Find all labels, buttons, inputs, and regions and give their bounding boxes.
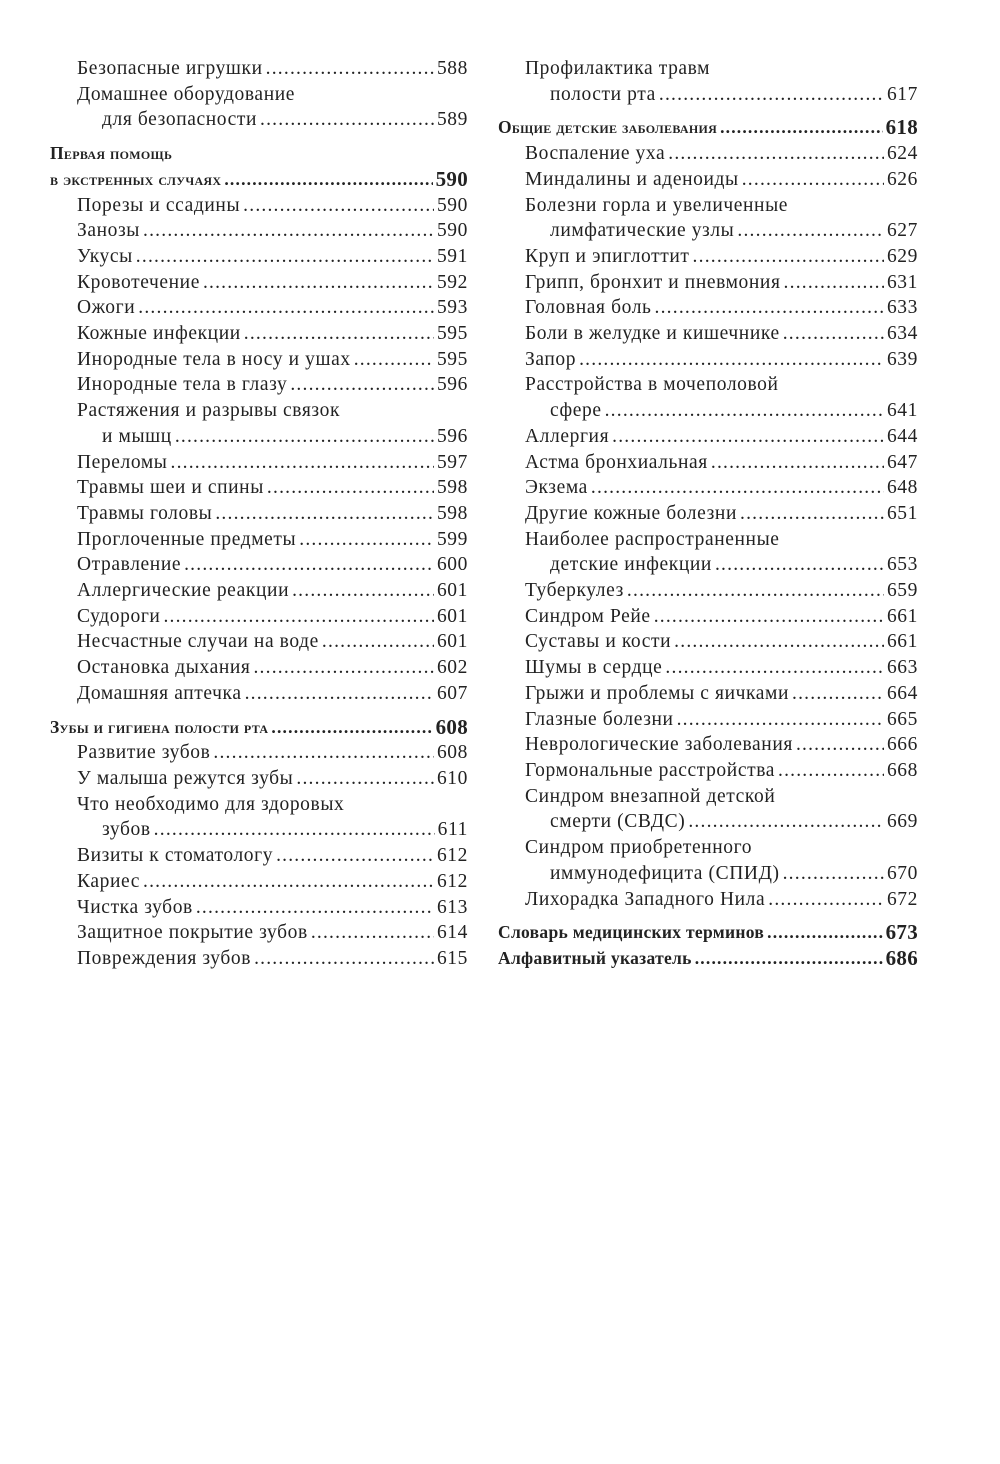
entry-title-line: Расстройства в мочеполовой [525, 374, 779, 396]
toc-list [50, 843, 468, 972]
entry-page: 612 [436, 870, 468, 892]
entry-page: 600 [436, 554, 468, 576]
dot-leader [655, 295, 884, 321]
toc-list [498, 887, 918, 913]
toc-left-column [50, 56, 468, 972]
entry-page: 612 [436, 845, 468, 867]
dot-leader [243, 193, 434, 219]
toc-entry[interactable] [498, 629, 918, 655]
entry-page: 617 [886, 83, 918, 105]
dot-leader [175, 424, 434, 450]
entry-page: 601 [436, 580, 468, 602]
entry-page: 644 [886, 425, 918, 447]
entry-page: 670 [886, 862, 918, 884]
entry-title: У малыша режутся зубы [77, 767, 294, 789]
entry-title: для безопасности [102, 109, 258, 131]
entry-page: 596 [436, 374, 468, 396]
dot-leader [695, 946, 883, 972]
dot-leader [271, 715, 432, 741]
entry-page: 595 [436, 348, 468, 370]
toc-entry[interactable] [498, 424, 918, 450]
dot-leader [783, 861, 884, 887]
dot-leader [171, 450, 434, 476]
entry-title: и мышц [102, 425, 172, 447]
entry-page: 661 [886, 631, 918, 653]
entry-page: 590 [436, 194, 468, 216]
dot-leader [688, 809, 884, 835]
toc-entry[interactable] [50, 270, 468, 296]
entry-page: 596 [436, 425, 468, 447]
toc-entry[interactable] [498, 167, 918, 193]
entry-page: 648 [886, 477, 918, 499]
entry-title: Развитие зубов [77, 742, 211, 764]
entry-page: 664 [886, 682, 918, 704]
entry-title-line: Что необходимо для здоровых [77, 793, 345, 815]
dot-leader [591, 475, 884, 501]
dot-leader [605, 398, 884, 424]
dot-leader [260, 107, 434, 133]
entry-title: Безопасные игрушки [77, 58, 263, 79]
entry-page: 633 [886, 297, 918, 319]
toc-entry[interactable] [50, 766, 468, 792]
dot-leader [213, 740, 434, 766]
dot-leader [740, 501, 884, 527]
entry-title: Повреждения зубов [77, 947, 252, 969]
entry-title: Шумы в сердце [525, 657, 663, 679]
toc-entry[interactable] [50, 552, 468, 578]
entry-title: Экзема [525, 477, 588, 499]
toc-entry[interactable] [50, 740, 468, 766]
entry-title: Круп и эпиглоттит [525, 245, 690, 267]
entry-title: Грыжи и проблемы с яичками [525, 682, 790, 704]
dot-leader [184, 552, 434, 578]
toc-entry[interactable] [498, 707, 918, 733]
entry-title: Защитное покрытие зубов [77, 922, 308, 944]
toc-entry[interactable] [50, 946, 468, 972]
dot-leader [253, 655, 433, 681]
entry-title: Кариес [77, 870, 140, 892]
entry-title: детские инфекции [550, 554, 712, 576]
dot-leader [299, 527, 434, 553]
entry-title: Синдром Рейе [525, 605, 651, 627]
dot-leader [163, 604, 433, 630]
dot-leader [138, 295, 434, 321]
dot-leader [627, 578, 884, 604]
section-page: 608 [435, 714, 468, 739]
entry-page: 647 [886, 451, 918, 473]
entry-page: 591 [436, 245, 468, 267]
entry-page: 602 [436, 657, 468, 679]
toc-entry[interactable] [50, 218, 468, 244]
entry-title: Туберкулез [525, 580, 624, 602]
entry-title: зубов [102, 819, 151, 841]
entry-title: полости рта [550, 83, 656, 105]
entry-title-line: Наиболее распространенные [525, 528, 780, 550]
entry-title: иммунодефицита (СПИД) [550, 862, 780, 884]
toc-entry[interactable] [498, 295, 918, 321]
entry-page: 598 [436, 477, 468, 499]
entry-title: Травмы головы [77, 502, 213, 524]
dot-leader [767, 920, 882, 946]
entry-page: 665 [886, 708, 918, 730]
dot-leader [659, 82, 884, 108]
entry-title-line: Домашнее оборудование [77, 83, 296, 105]
dot-leader [136, 244, 434, 270]
toc-entry[interactable] [498, 758, 918, 784]
dot-leader [768, 887, 884, 913]
dot-leader [203, 270, 434, 296]
entry-page: 668 [886, 759, 918, 781]
toc-entry[interactable] [50, 424, 468, 450]
dot-leader [296, 766, 434, 792]
entry-page: 610 [436, 767, 468, 789]
dot-leader [778, 758, 884, 784]
toc-list [50, 450, 468, 707]
entry-page: 661 [886, 605, 918, 627]
toc-entry[interactable] [498, 450, 918, 476]
toc-entry[interactable] [50, 56, 468, 82]
dot-leader [784, 270, 884, 296]
toc-list [50, 740, 468, 791]
toc-entry[interactable] [50, 321, 468, 347]
dot-leader [266, 56, 434, 82]
dot-leader [665, 655, 884, 681]
entry-page: 634 [886, 323, 918, 345]
toc-entry[interactable] [50, 843, 468, 869]
entry-title: Кровотечение [77, 271, 200, 293]
entry-title: Переломы [77, 451, 168, 473]
entry-page: 639 [886, 348, 918, 370]
entry-title: Неврологические заболевания [525, 734, 793, 756]
entry-page: 653 [886, 554, 918, 576]
entry-title: Головная боль [525, 297, 652, 319]
entry-title: Занозы [77, 220, 141, 242]
entry-title: Несчастные случаи на воде [77, 631, 319, 653]
section-page: 590 [435, 166, 468, 191]
section-title: Словарь медицинских терминов [498, 922, 765, 943]
entry-title: Запор [525, 348, 577, 370]
entry-page: 595 [436, 323, 468, 345]
entry-title: Судороги [77, 605, 161, 627]
entry-title: Чистка зубов [77, 896, 193, 918]
entry-title: лимфатические узлы [550, 220, 735, 242]
entry-page: 624 [886, 143, 918, 165]
entry-page: 615 [436, 947, 468, 969]
entry-title-line: Растяжения и разрывы связок [77, 400, 341, 422]
entry-title: Суставы и кости [525, 631, 672, 653]
entry-page: 669 [886, 811, 918, 833]
entry-page: 626 [886, 168, 918, 190]
dot-leader [796, 732, 884, 758]
toc-section[interactable] [498, 946, 918, 972]
entry-title: Травмы шеи и спины [77, 477, 264, 499]
entry-title: Воспаление уха [525, 143, 666, 165]
entry-title: Инородные тела в глазу [77, 374, 288, 396]
toc-entry[interactable] [498, 604, 918, 630]
dot-leader [693, 244, 884, 270]
entry-title: Миндалины и аденоиды [525, 168, 739, 190]
toc-entry[interactable] [498, 475, 918, 501]
dot-leader [668, 141, 884, 167]
dot-leader [720, 115, 883, 141]
toc-entry[interactable] [498, 578, 918, 604]
entry-title-line: Синдром приобретенного [525, 837, 753, 859]
section-title: Алфавитный указатель [498, 947, 692, 968]
entry-title: Глазные болезни [525, 708, 674, 730]
dot-leader [292, 578, 434, 604]
dot-leader [224, 167, 432, 193]
entry-title: Боли в желудке и кишечнике [525, 323, 780, 345]
toc-entry[interactable] [50, 347, 468, 373]
toc-entry[interactable] [50, 681, 468, 707]
entry-page: 611 [437, 819, 468, 841]
dot-leader [579, 347, 884, 373]
dot-leader [143, 869, 434, 895]
entry-title: Порезы и ссадины [77, 194, 241, 216]
toc-entry[interactable] [498, 732, 918, 758]
toc-entry[interactable] [50, 372, 468, 398]
toc-entry[interactable] [498, 501, 918, 527]
section-title: Зубы и гигиена полости рта [50, 716, 269, 737]
toc-entry[interactable] [50, 817, 468, 843]
entry-page: 666 [886, 734, 918, 756]
toc-right-column [498, 56, 918, 972]
dot-leader [290, 372, 434, 398]
toc-entry[interactable] [498, 655, 918, 681]
section-title: Общие детские заболевания [498, 117, 718, 138]
dot-leader [737, 218, 884, 244]
entry-title: Гормональные расстройства [525, 759, 775, 781]
entry-page: 590 [436, 220, 468, 242]
entry-page: 629 [886, 245, 918, 267]
entry-title: сфере [550, 400, 602, 422]
dot-leader [311, 920, 434, 946]
entry-title: Другие кожные болезни [525, 502, 738, 524]
dot-leader [245, 681, 434, 707]
entry-title: Остановка дыхания [77, 657, 251, 679]
entry-title: Кожные инфекции [77, 323, 241, 345]
dot-leader [276, 843, 434, 869]
entry-page: 631 [886, 271, 918, 293]
toc-entry[interactable] [498, 681, 918, 707]
entry-page: 599 [436, 528, 468, 550]
entry-title-line: Синдром внезапной детской [525, 785, 776, 807]
dot-leader [711, 450, 884, 476]
entry-title: Аллергия [525, 425, 610, 447]
toc-entry[interactable] [498, 270, 918, 296]
section-page: 618 [885, 115, 918, 140]
toc-entry[interactable] [50, 629, 468, 655]
toc-entry[interactable] [50, 527, 468, 553]
toc-entry[interactable] [50, 920, 468, 946]
toc-entry[interactable] [498, 887, 918, 913]
dot-leader [783, 321, 884, 347]
entry-page: 593 [436, 297, 468, 319]
dot-leader [322, 629, 434, 655]
entry-page: 613 [436, 896, 468, 918]
toc-section[interactable] [50, 715, 468, 741]
dot-leader [354, 347, 434, 373]
entry-page: 592 [436, 271, 468, 293]
entry-page: 608 [436, 742, 468, 764]
entry-page: 601 [436, 631, 468, 653]
toc-entry[interactable] [50, 107, 468, 133]
entry-title: Инородные тела в носу и ушах [77, 348, 351, 370]
toc-entry[interactable] [498, 552, 918, 578]
toc-entry[interactable] [498, 861, 918, 887]
dot-leader [792, 681, 884, 707]
entry-page: 627 [886, 220, 918, 242]
entry-title-line: Болезни горла и увеличенные [525, 194, 789, 216]
toc-list [498, 141, 918, 192]
toc-list [498, 244, 918, 373]
toc-list [498, 424, 918, 527]
dot-leader [677, 707, 884, 733]
toc-entry[interactable] [50, 244, 468, 270]
entry-page: 607 [436, 682, 468, 704]
entry-page: 588 [436, 58, 468, 79]
toc-entry[interactable] [498, 244, 918, 270]
section-page: 673 [885, 920, 918, 945]
dot-leader [654, 604, 884, 630]
entry-title: Ожоги [77, 297, 136, 319]
toc-entry[interactable] [50, 450, 468, 476]
entry-title: Аллергические реакции [77, 580, 290, 602]
toc-entry[interactable] [498, 347, 918, 373]
section-title: в экстренных случаях [50, 168, 222, 189]
toc-section[interactable] [50, 167, 468, 193]
entry-title: Проглоченные предметы [77, 528, 297, 550]
dot-leader [196, 895, 434, 921]
toc-entry[interactable] [498, 398, 918, 424]
toc-entry[interactable] [50, 501, 468, 527]
dot-leader [244, 321, 434, 347]
toc-section[interactable] [498, 920, 918, 946]
dot-leader [612, 424, 884, 450]
toc-entry[interactable] [498, 321, 918, 347]
entry-page: 651 [886, 502, 918, 524]
section-title-line: Первая помощь [50, 143, 173, 164]
entry-title: Визиты к стоматологу [77, 845, 274, 867]
toc-entry[interactable] [50, 604, 468, 630]
dot-leader [715, 552, 884, 578]
toc-section[interactable] [498, 115, 918, 141]
toc-entry[interactable] [50, 578, 468, 604]
toc-entry[interactable] [50, 475, 468, 501]
entry-page: 597 [436, 451, 468, 473]
entry-title: Домашняя аптечка [77, 682, 242, 704]
toc-entry[interactable] [50, 193, 468, 219]
toc-entry[interactable] [50, 895, 468, 921]
section-page: 686 [885, 945, 918, 970]
entry-page: 589 [436, 109, 468, 131]
entry-title-line: Профилактика травм [525, 58, 711, 79]
dot-leader [254, 946, 434, 972]
toc-entry[interactable] [498, 141, 918, 167]
toc-entry[interactable] [498, 218, 918, 244]
toc-entry[interactable] [50, 869, 468, 895]
entry-page: 672 [886, 888, 918, 910]
dot-leader [154, 817, 435, 843]
entry-page: 598 [436, 502, 468, 524]
entry-page: 659 [886, 580, 918, 602]
toc-entry[interactable] [50, 655, 468, 681]
toc-entry[interactable] [498, 82, 918, 108]
toc-entry[interactable] [498, 809, 918, 835]
dot-leader [215, 501, 434, 527]
entry-title: смерти (СВДС) [550, 811, 686, 833]
dot-leader [143, 218, 434, 244]
dot-leader [267, 475, 434, 501]
entry-title: Лихорадка Западного Нила [525, 888, 766, 910]
entry-title: Грипп, бронхит и пневмония [525, 271, 781, 293]
dot-leader [674, 629, 884, 655]
entry-page: 614 [436, 922, 468, 944]
entry-page: 601 [436, 605, 468, 627]
toc-entry[interactable] [50, 295, 468, 321]
entry-title: Отравление [77, 554, 182, 576]
entry-title: Укусы [77, 245, 133, 267]
entry-title: Астма бронхиальная [525, 451, 708, 473]
entry-page: 641 [886, 400, 918, 422]
toc-list [50, 193, 468, 399]
toc-list [498, 578, 918, 784]
entry-page: 663 [886, 657, 918, 679]
dot-leader [742, 167, 884, 193]
